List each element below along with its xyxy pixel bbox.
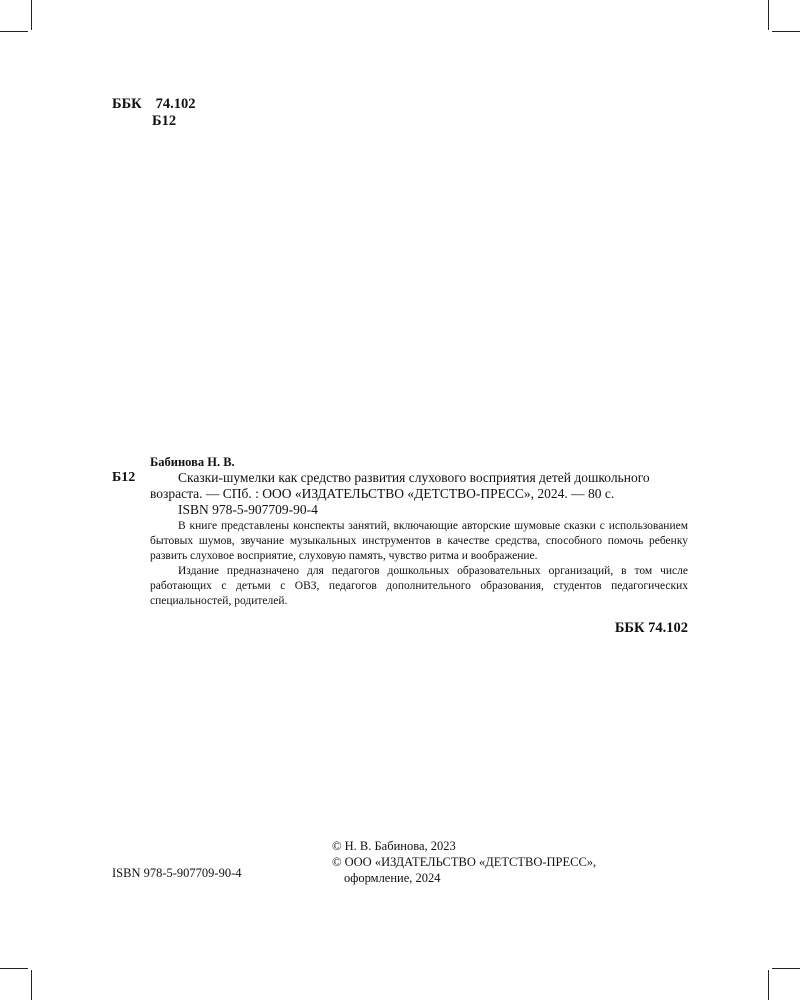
- card-author: Бабинова Н. В.: [150, 455, 235, 469]
- annotation-paragraph-2: Издание предназначено для педагогов дошкольных образовательных организаций, в том числе работающих с детьми с ОВЗ, педагогов дополнительного образования, студентов педагогических специальностей, родителей.: [150, 565, 688, 607]
- crop-mark-bottom-left: [31, 970, 32, 1000]
- bibliographic-description: [112, 470, 688, 502]
- author-mark: Б12: [152, 113, 177, 129]
- copyright-author: © Н. В. Бабинова, 2023: [332, 839, 456, 853]
- bbk-bottom: ББК 74.102: [614, 620, 688, 636]
- card-author-mark: Б12: [112, 470, 136, 485]
- crop-mark-top-right: [768, 0, 769, 30]
- crop-mark-bottom-right-h: [772, 968, 800, 969]
- card-isbn: ISBN 978-5-907709-90-4: [178, 502, 318, 517]
- catalog-card: [112, 454, 688, 637]
- crop-mark-top-left-h: [0, 31, 28, 32]
- footer-isbn: ISBN 978-5-907709-90-4: [112, 866, 242, 880]
- description-line-1: Сказки-шумелки как средство развития слухового восприятия детей дошкольного: [178, 470, 650, 485]
- bbk-label: ББК: [112, 96, 142, 112]
- crop-mark-top-left: [31, 0, 32, 30]
- copyright-publisher-cont: оформление, 2024: [344, 871, 441, 885]
- crop-mark-top-right-h: [772, 31, 800, 32]
- description-line-2: возраста. — СПб. : ООО «ИЗДАТЕЛЬСТВО «ДЕТСТВО-ПРЕСС», 2024. — 80 с.: [150, 486, 615, 501]
- bbk-index-block: [112, 96, 196, 130]
- bbk-code: 74.102: [155, 96, 196, 112]
- annotation: [112, 519, 688, 609]
- crop-mark-bottom-left-h: [0, 968, 28, 969]
- copyright-publisher: © ООО «ИЗДАТЕЛЬСТВО «ДЕТСТВО-ПРЕСС»,: [332, 855, 597, 869]
- annotation-paragraph-1: В книге представлены конспекты занятий, включающие авторские шумовые сказки с использованием бытовых шумов, звучание музыкальных инструментов в качестве средства, способного помочь ребенку развить слуховое восприятие, слуховую память, чувство ритма и воображение.: [150, 520, 688, 562]
- copyright-block: [332, 838, 596, 886]
- crop-mark-bottom-right: [768, 970, 769, 1000]
